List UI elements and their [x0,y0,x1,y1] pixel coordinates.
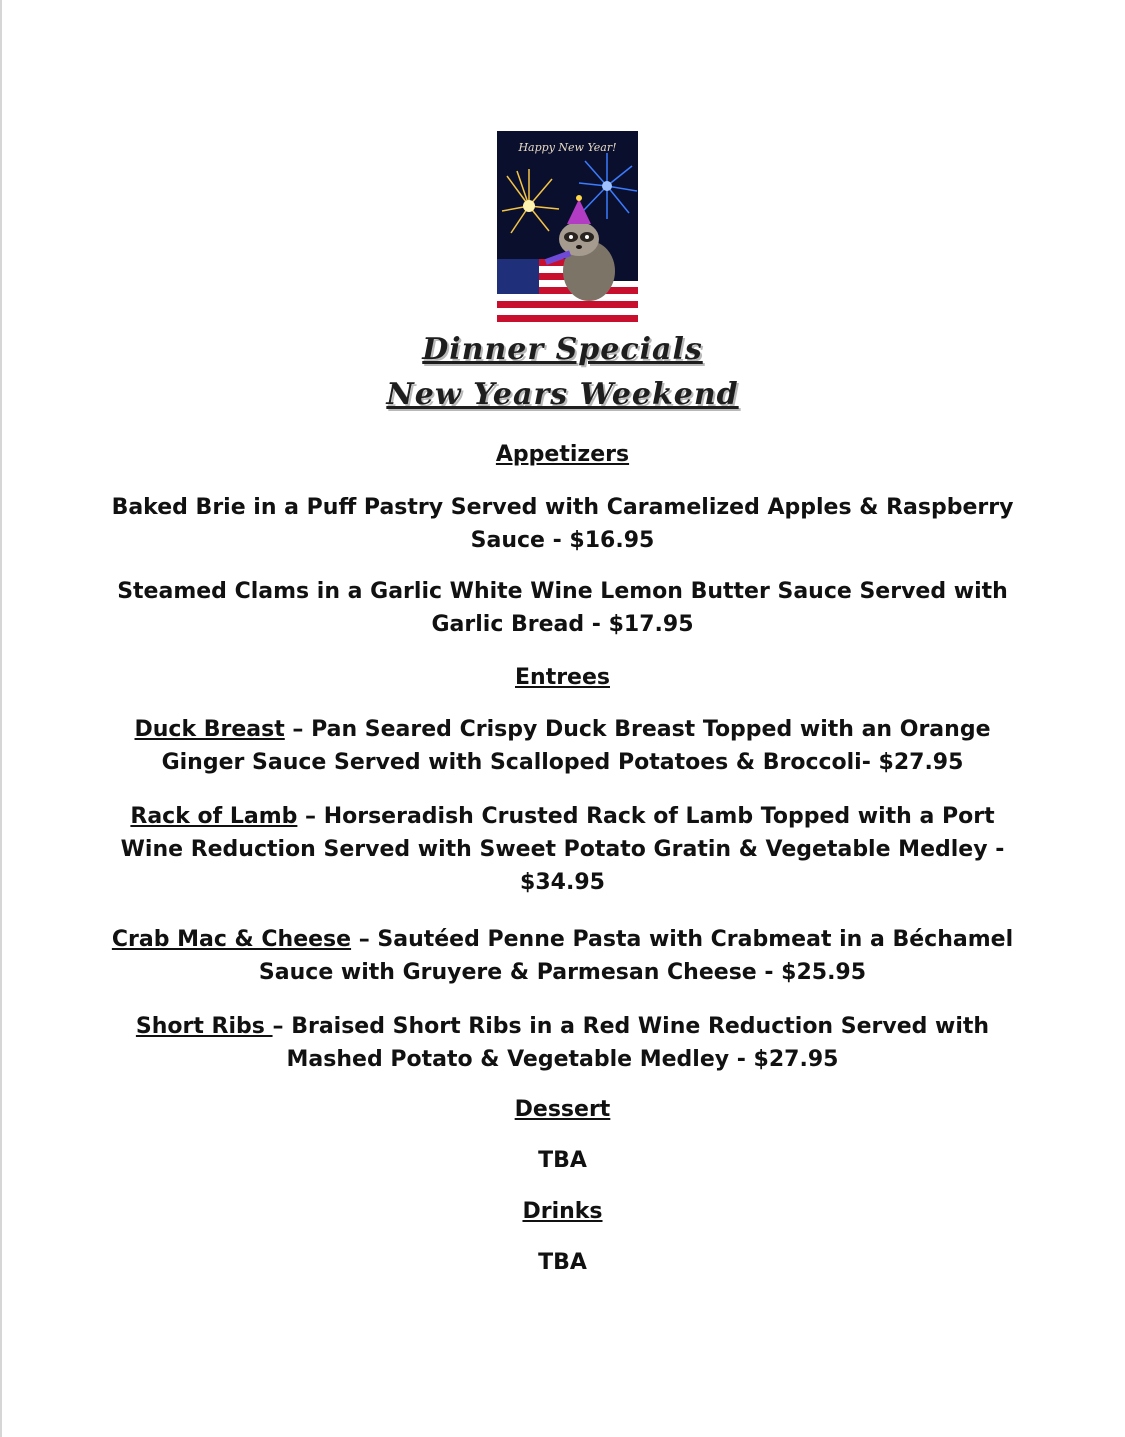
page-title: Dinner Specials [422,332,703,367]
entree-description: – Sautéed Penne Pasta with Crabmeat in a Béchamel Sauce with Gruyere & Parmesan Cheese - $25.95 [258,927,1014,985]
entree-item [110,1010,1015,1076]
appetizer-item: Steamed Clams in a Garlic White Wine Lemon Butter Sauce Served with Garlic Bread - $17.95 [117,579,1008,637]
entree-name: Short Ribs [135,1014,273,1039]
drinks-value: TBA [538,1250,587,1275]
dessert-heading: Dessert [514,1097,611,1122]
entree-name: Duck Breast [134,717,285,742]
entree-item [110,800,1015,899]
drinks-heading: Drinks [522,1199,603,1224]
entree-name: Rack of Lamb [130,804,298,829]
appetizer-item: Baked Brie in a Puff Pastry Served with Caramelized Apples & Raspberry Sauce - $16.95 [111,495,1014,553]
appetizers-heading: Appetizers [495,442,630,467]
entree-item [110,923,1015,989]
dessert-value: TBA [538,1148,587,1173]
entrees-heading: Entrees [515,665,610,690]
entree-description: – Braised Short Ribs in a Red Wine Reduction Served with Mashed Potato & Vegetable Medley - $27.95 [272,1014,990,1072]
entree-description: – Horseradish Crusted Rack of Lamb Topped with a Port Wine Reduction Served with Sweet Potato Gratin & Vegetable Medley - $34.95 [120,804,1005,895]
entree-description: – Pan Seared Crispy Duck Breast Topped with an Orange Ginger Sauce Served with Scalloped Potatoes & Broccoli- $27.95 [161,717,991,775]
new-year-poster-image [497,131,638,329]
entree-item [110,713,1015,779]
page-subtitle: New Years Weekend [386,377,739,412]
entree-name: Crab Mac & Cheese [111,927,352,952]
poster-illustration [497,131,638,329]
poster-caption: Happy New Year! [518,141,617,154]
